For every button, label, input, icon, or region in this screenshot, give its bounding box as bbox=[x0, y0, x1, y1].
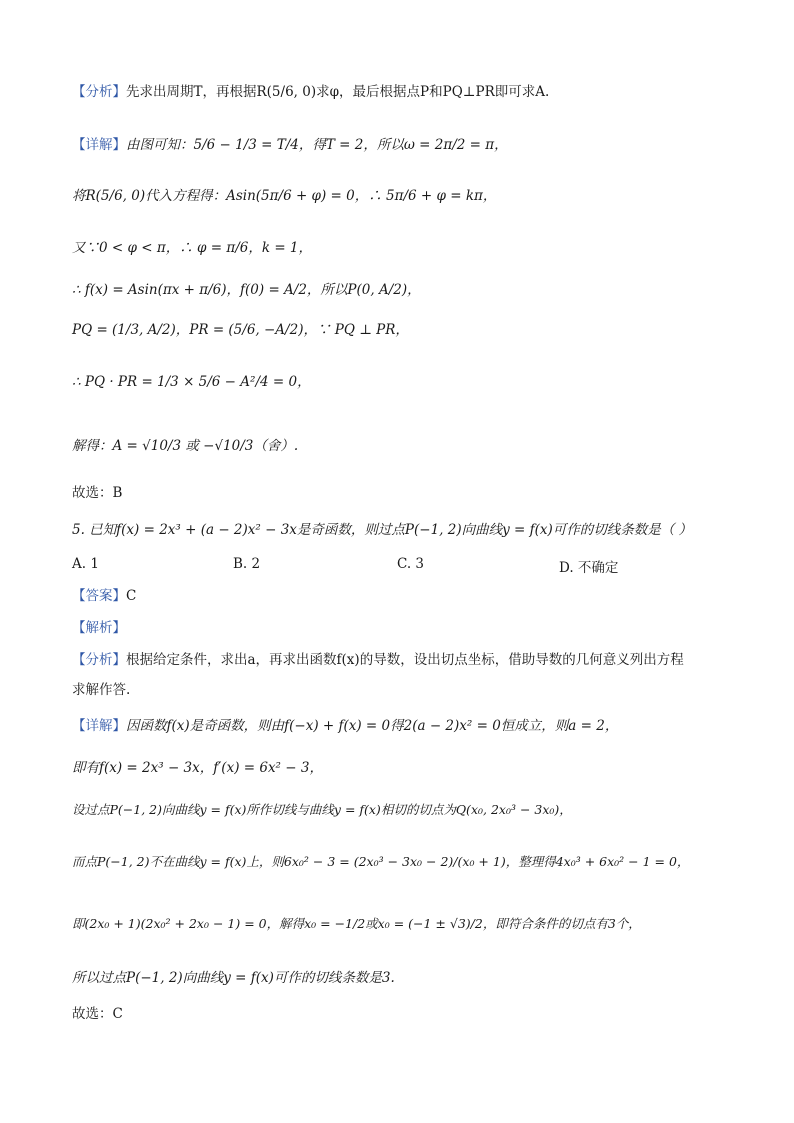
q5-stem-text: 5. 已知f(x) = 2x³ + (a − 2)x² − 3x是奇函数，则过点P(−1, 2)向曲线y = f(x)可作的切线条数是（ ） bbox=[72, 522, 693, 538]
q4-analysis-tag: 【分析】 bbox=[72, 84, 126, 100]
q5-jiexi-tag: 【解析】 bbox=[72, 620, 126, 636]
q5-detail-line-1 bbox=[72, 716, 754, 736]
q5-analysis-line-1 bbox=[72, 650, 754, 670]
q5-detail-text-1: 因函数f(x)是奇函数，则由f(−x) + f(x) = 0得2(a − 2)x² = 0恒成立，则a = 2， bbox=[126, 718, 619, 734]
q4-analysis-line bbox=[72, 82, 754, 102]
q5-detail-text-4: 而点P(−1, 2)不在曲线y = f(x)上，则6x₀² − 3 = (2x₀³ − 3x₀ − 2)/(x₀ + 1)，整理得4x₀³ + 6x₀² − 1 = 0， bbox=[72, 854, 690, 869]
q5-analysis-text-2: 求解作答. bbox=[72, 682, 131, 698]
q5-detail-line-6 bbox=[72, 968, 754, 988]
q4-detail-tag: 【详解】 bbox=[72, 137, 126, 153]
q4-detail-line-2 bbox=[72, 186, 754, 206]
q5-detail-text-5: 即(2x₀ + 1)(2x₀² + 2x₀ − 1) = 0，解得x₀ = −1/2或x₀ = (−1 ± √3)/2，即符合条件的切点有3个， bbox=[72, 916, 641, 931]
q4-choice-text: 故选：B bbox=[72, 485, 123, 501]
q5-analysis-tag: 【分析】 bbox=[72, 652, 126, 668]
q5-option-c: C. 3 bbox=[397, 556, 425, 572]
q5-detail-text-3: 设过点P(−1, 2)向曲线y = f(x)所作切线与曲线y = f(x)相切的切点为Q(x₀, 2x₀³ − 3x₀)， bbox=[72, 802, 572, 817]
q4-detail-line-7 bbox=[72, 436, 754, 456]
q5-stem bbox=[72, 520, 754, 540]
q5-answer-line bbox=[72, 586, 754, 606]
q4-analysis-text: 先求出周期T，再根据R(5/6, 0)求φ，最后根据点P和PQ⊥PR即可求A. bbox=[126, 84, 550, 100]
q4-detail-text-7: 解得：A = √10/3 或 −√10/3（舍）. bbox=[72, 438, 299, 454]
q4-detail-line-1 bbox=[72, 135, 754, 155]
q4-choice bbox=[72, 483, 754, 503]
q5-analysis-line-2 bbox=[72, 680, 754, 700]
q5-detail-line-5 bbox=[72, 914, 754, 934]
q5-answer-value: C bbox=[126, 588, 137, 604]
q4-detail-line-5 bbox=[72, 320, 754, 340]
q5-choice-text: 故选：C bbox=[72, 1006, 123, 1022]
q5-detail-text-2: 即有f(x) = 2x³ − 3x，f′(x) = 6x² − 3， bbox=[72, 760, 323, 776]
q4-detail-text-4: ∴ f(x) = Asin(πx + π/6)，f(0) = A/2，所以P(0, A/2)， bbox=[72, 282, 421, 298]
q5-answer-tag: 【答案】 bbox=[72, 588, 126, 604]
q4-detail-line-6 bbox=[72, 372, 754, 392]
q4-detail-line-4 bbox=[72, 280, 754, 300]
q4-detail-text-5: PQ = (1/3, A/2)，PR = (5/6, −A/2)，∵ PQ ⊥ PR， bbox=[72, 322, 409, 338]
q5-jiexi-line bbox=[72, 618, 754, 638]
q5-option-b: B. 2 bbox=[233, 556, 261, 572]
q5-detail-line-4 bbox=[72, 852, 754, 872]
q5-choice bbox=[72, 1004, 754, 1024]
q5-detail-line-2 bbox=[72, 758, 754, 778]
q4-detail-text-1: 由图可知：5/6 − 1/3 = T/4，得T = 2，所以ω = 2π/2 = π， bbox=[126, 137, 508, 153]
q5-detail-text-6: 所以过点P(−1, 2)向曲线y = f(x)可作的切线条数是3. bbox=[72, 970, 395, 986]
q5-option-d: D. 不确定 bbox=[559, 560, 619, 576]
q5-option-a: A. 1 bbox=[72, 556, 99, 572]
q5-analysis-text-1: 根据给定条件，求出a，再求出函数f(x)的导数，设出切点坐标，借助导数的几何意义列出方程 bbox=[126, 652, 684, 668]
q5-detail-line-3 bbox=[72, 800, 754, 820]
q4-detail-text-3: 又∵0 < φ < π，∴ φ = π/6，k = 1， bbox=[72, 240, 313, 256]
q5-detail-tag: 【详解】 bbox=[72, 718, 126, 734]
q4-detail-line-3 bbox=[72, 238, 754, 258]
q4-detail-text-6: ∴ PQ · PR = 1/3 × 5/6 − A²/4 = 0， bbox=[72, 374, 311, 390]
q4-detail-text-2: 将R(5/6, 0)代入方程得：Asin(5π/6 + φ) = 0，∴ 5π/6 + φ = kπ， bbox=[72, 188, 497, 204]
